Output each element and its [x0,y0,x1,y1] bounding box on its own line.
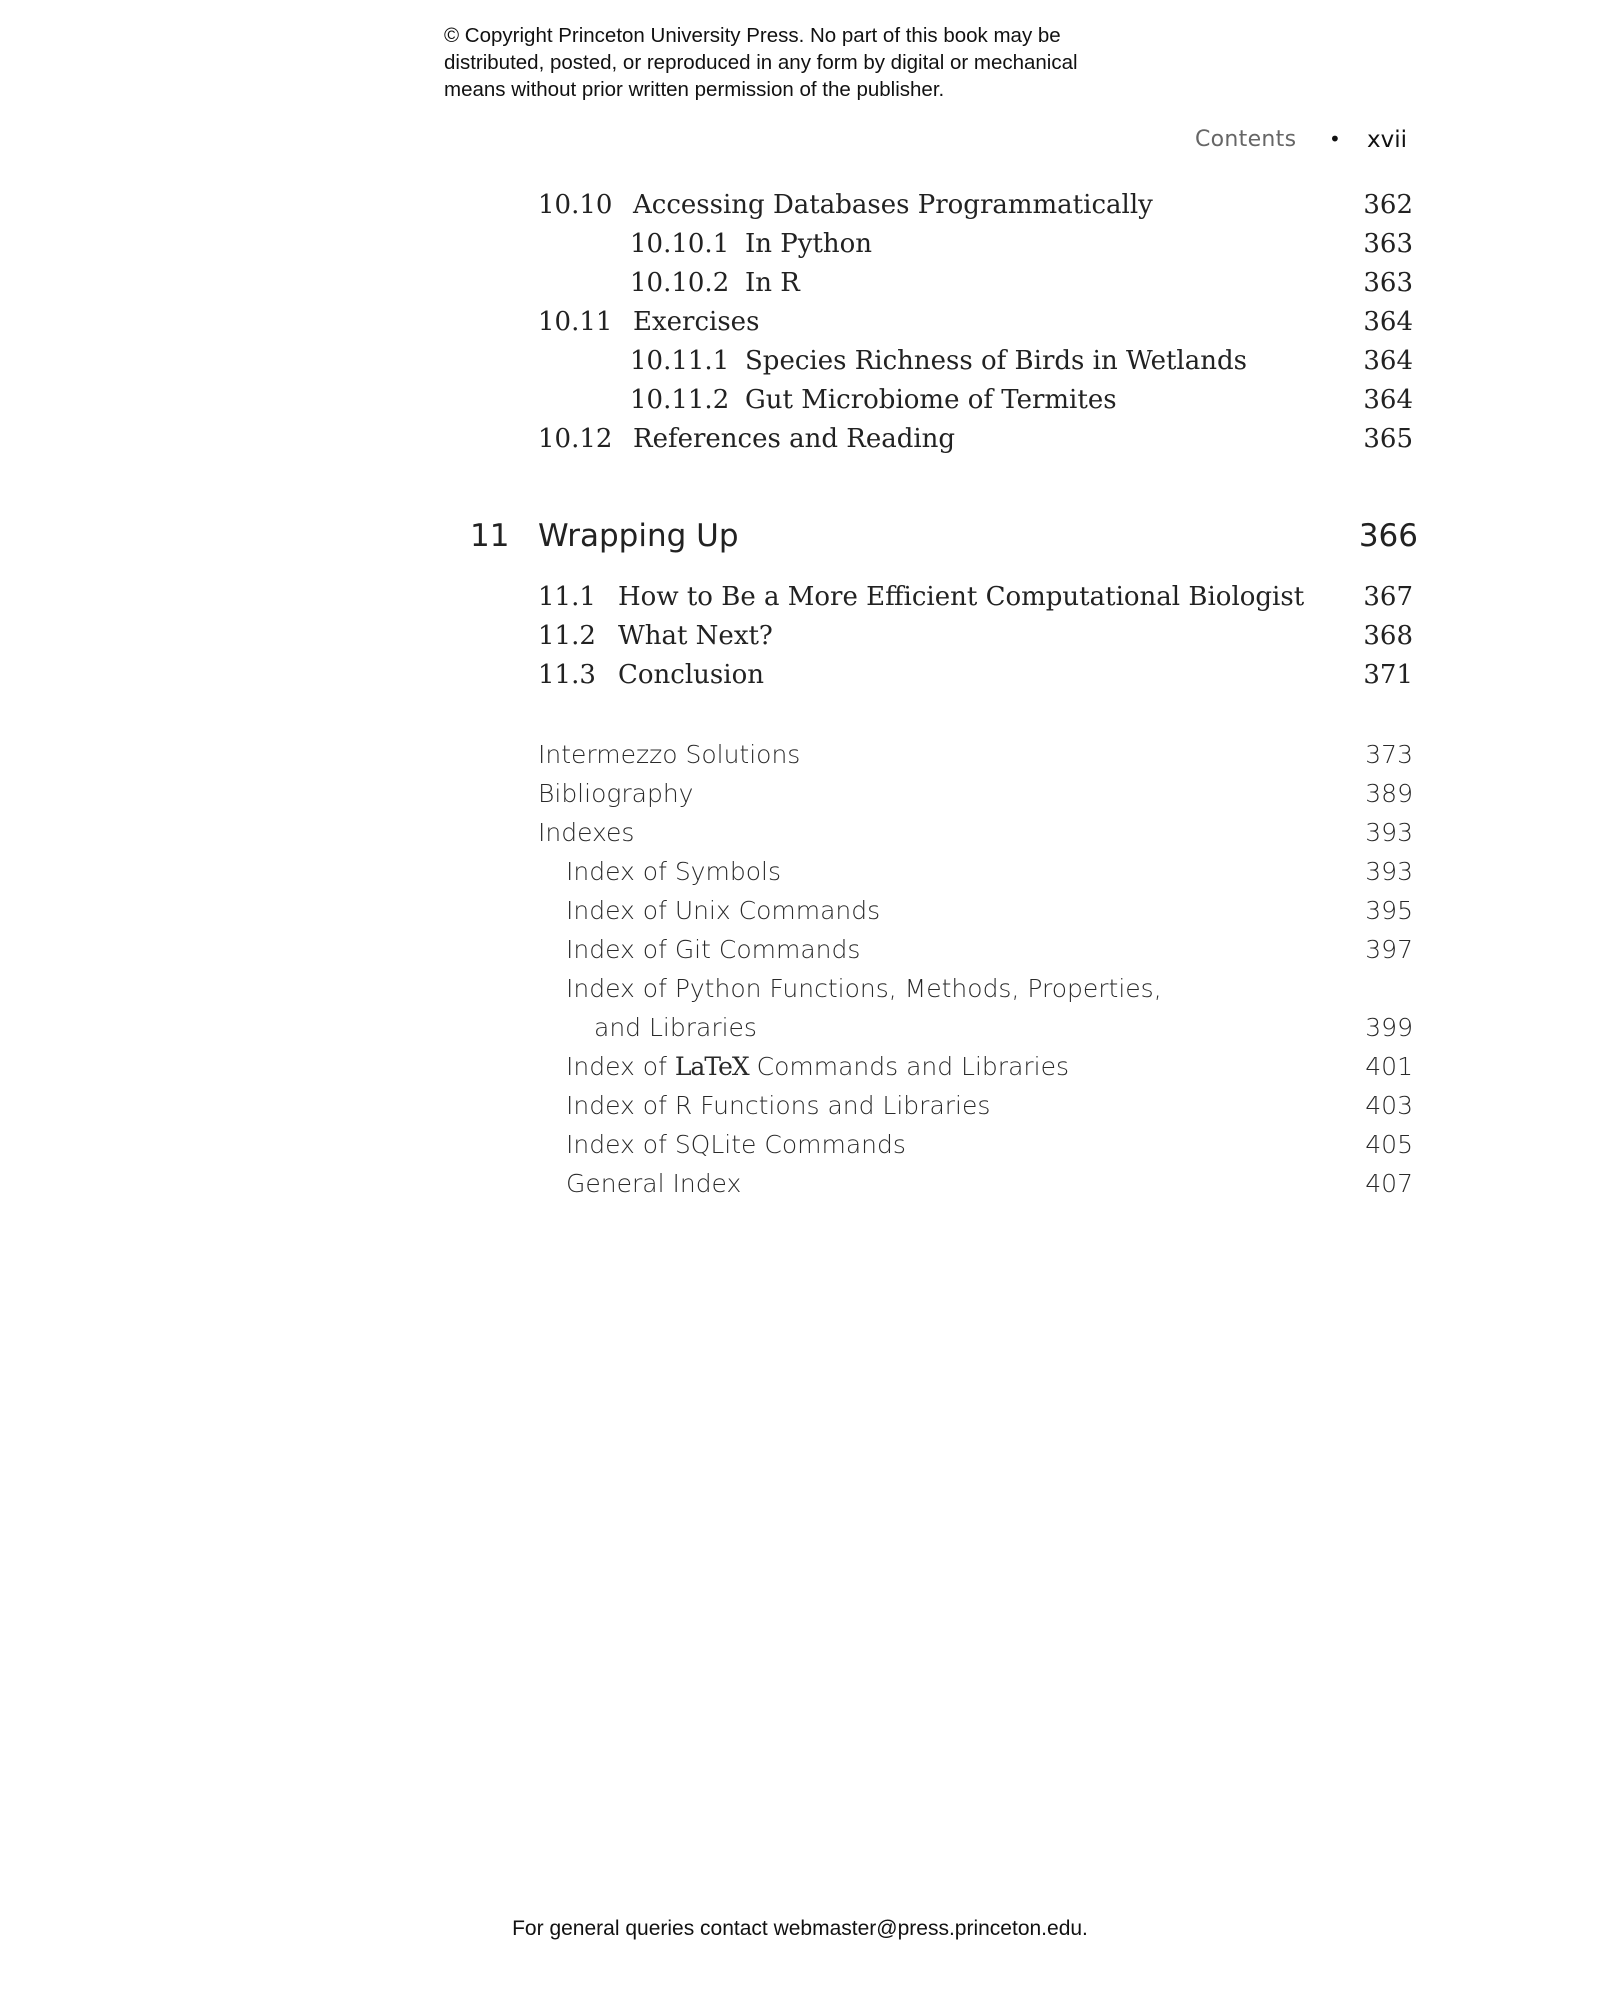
chapter-number: 11 [470,518,510,554]
toc-entry[interactable] [566,857,1413,895]
toc-entry[interactable] [566,1091,1413,1129]
section-number: 10.11.2 [630,385,730,415]
entry-page: 397 [1365,935,1413,964]
entry-title: Bibliography [538,779,694,808]
entry-title: Index of Git Commands [566,935,861,964]
section-number: 10.10.1 [630,229,730,259]
section-title: Gut Microbiome of Termites [745,385,1117,415]
entry-page: 393 [1365,857,1413,886]
entry-page: 405 [1365,1130,1413,1159]
section-number: 11.2 [538,621,596,651]
section-page: 363 [1363,268,1413,298]
toc-entry[interactable] [538,307,1413,345]
section-page: 364 [1363,346,1413,376]
entry-page: 389 [1365,779,1413,808]
running-head-title: Contents [1195,127,1297,152]
entry-title: Intermezzo Solutions [538,740,801,769]
section-title: Species Richness of Birds in Wetlands [745,346,1247,376]
entry-page: 403 [1365,1091,1413,1120]
latex-logo: LaTeX [674,1052,749,1081]
page-number: xvii [1366,127,1407,153]
section-title: Exercises [633,307,760,337]
toc-entry[interactable] [566,974,1413,1052]
entry-page: 373 [1365,740,1413,769]
toc-entry[interactable] [538,190,1413,228]
section-number: 11.1 [538,582,596,612]
section-title: Conclusion [618,660,764,690]
section-page: 365 [1363,424,1413,454]
toc-entry[interactable] [538,740,1413,778]
section-page: 363 [1363,229,1413,259]
toc-entry[interactable] [538,818,1413,856]
section-page: 367 [1363,582,1413,612]
section-number: 10.11.1 [630,346,730,376]
footer-contact: For general queries contact webmaster@press.princeton.edu. [512,1917,1088,1940]
section-title: How to Be a More Efficient Computational Biologist [618,582,1305,612]
toc-entry[interactable] [566,1130,1413,1168]
section-page: 368 [1363,621,1413,651]
toc-entry[interactable] [630,268,1413,306]
toc-entry[interactable] [538,660,1413,698]
section-number: 10.12 [538,424,613,454]
toc-entry[interactable] [566,896,1413,934]
entry-title [566,1052,1069,1081]
toc-entry[interactable] [538,779,1413,817]
section-title: Accessing Databases Programmatically [633,190,1153,220]
entry-page: 399 [1365,1013,1413,1042]
chapter-page: 366 [1358,518,1418,554]
section-page: 362 [1363,190,1413,220]
toc-entry[interactable] [566,935,1413,973]
entry-page: 393 [1365,818,1413,847]
toc-entry[interactable] [566,1169,1413,1207]
copyright-line: distributed, posted, or reproduced in any form by digital or mechanical [444,51,1078,74]
entry-title-post: Commands and Libraries [748,1052,1070,1081]
toc-entry[interactable] [538,424,1413,462]
entry-page: 395 [1365,896,1413,925]
toc-entry[interactable] [538,582,1413,620]
toc-entry[interactable] [630,229,1413,267]
section-title: What Next? [618,621,773,651]
running-head [1195,127,1415,157]
toc-entry[interactable] [630,385,1413,423]
toc-entry[interactable] [538,621,1413,659]
entry-page: 401 [1365,1052,1413,1081]
section-title: In R [745,268,800,298]
entry-title: General Index [566,1169,742,1198]
section-page: 364 [1363,385,1413,415]
entry-title: Indexes [538,818,635,847]
entry-title: Index of Python Functions, Methods, Properties, [566,974,1162,1003]
toc-entry[interactable] [566,1052,1413,1090]
section-title: References and Reading [633,424,956,454]
entry-title-continued: and Libraries [594,1013,757,1042]
section-number: 11.3 [538,660,596,690]
entry-title: Index of SQLite Commands [566,1130,906,1159]
toc-entry[interactable] [630,346,1413,384]
copyright-notice [444,22,1164,103]
entry-title: Index of Unix Commands [566,896,881,925]
entry-title: Index of R Functions and Libraries [566,1091,991,1120]
entry-title: Index of Symbols [566,857,781,886]
section-page: 371 [1363,660,1413,690]
section-number: 10.10.2 [630,268,730,298]
chapter-title: Wrapping Up [538,518,739,554]
section-page: 364 [1363,307,1413,337]
entry-title-pre: Index of [566,1052,675,1081]
copyright-line: © Copyright Princeton University Press. No part of this book may be [444,24,1061,47]
section-number: 10.10 [538,190,613,220]
copyright-line: means without prior written permission of the publisher. [444,78,945,101]
entry-page: 407 [1365,1169,1413,1198]
bullet-icon: • [1329,127,1341,151]
chapter-heading[interactable] [470,518,1418,562]
section-number: 10.11 [538,307,613,337]
section-title: In Python [745,229,873,259]
